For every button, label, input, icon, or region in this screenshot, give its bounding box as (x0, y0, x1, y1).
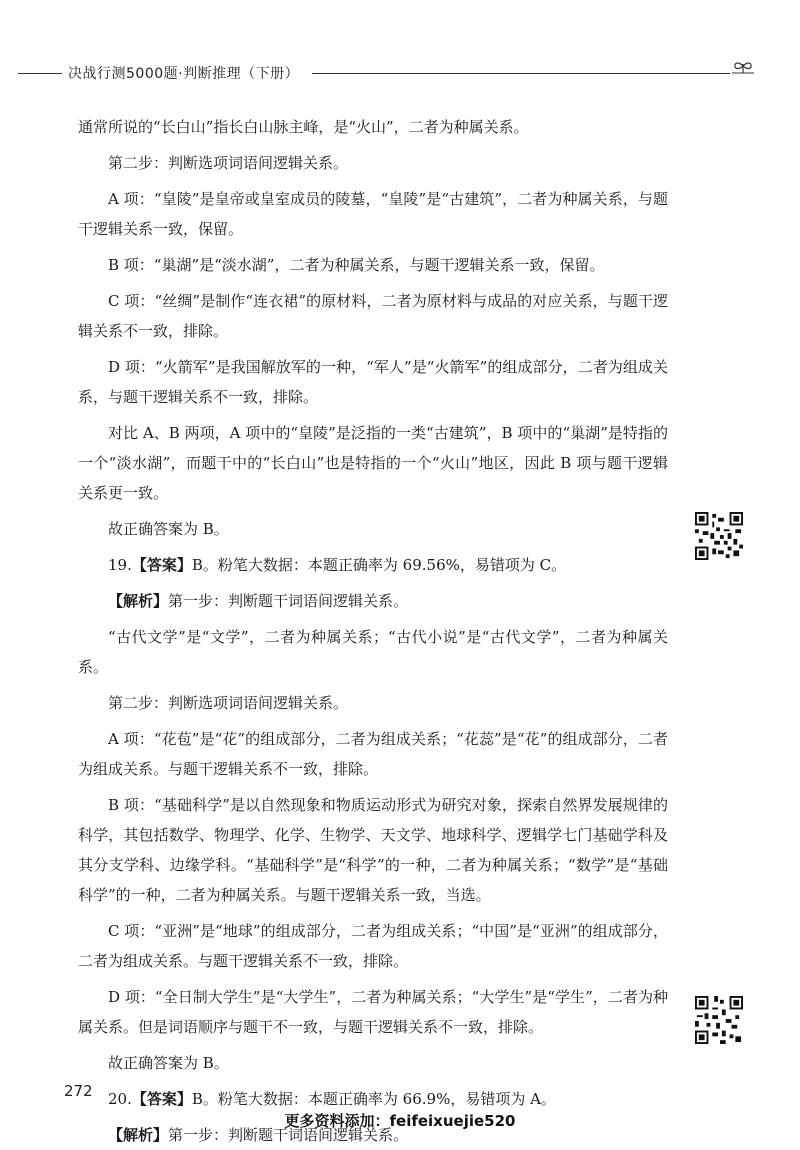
paragraph-option-a: A 项：“花苞”是“花”的组成部分，二者为组成关系；“花蕊”是“花”的组成部分，二者为组成关系。与题干逻辑关系不一致，排除。 (78, 730, 668, 778)
qr-code-icon[interactable] (695, 996, 743, 1044)
question-19-answer (78, 550, 668, 580)
paragraph-stem: “古代文学”是“文学”，二者为种属关系；“古代小说”是“古代文学”，二者为种属关系。 (78, 628, 668, 676)
paragraph-option-d: D 项：“火箭军”是我国解放军的一种，“军人”是“火箭军”的组成部分，二者为组成关系，与题干逻辑关系不一致，排除。 (78, 358, 668, 406)
answer-text: B。粉笔大数据：本题正确率为 66.9%，易错项为 A。 (191, 1090, 556, 1108)
paragraph-option-c: C 项：“亚洲”是“地球”的组成部分，二者为组成关系；“中国”是“亚洲”的组成部分，二者为组成关系。与题干逻辑关系不一致，排除。 (78, 922, 668, 970)
paragraph-option-c: C 项：“丝绸”是制作“连衣裙”的原材料，二者为原材料与成品的对应关系，与题干逻辑关系不一致，排除。 (78, 292, 668, 340)
sprout-icon (728, 58, 758, 88)
paragraph-continued: 通常所说的“长白山”指长白山脉主峰，是“火山”，二者为种属关系。 (78, 118, 529, 136)
book-title: 决战行测5000题·判断推理（下册） (68, 66, 300, 82)
answer-tag: 【答案】 (131, 556, 192, 574)
paragraph-step: 第二步：判断选项词语间逻辑关系。 (108, 154, 349, 172)
answer-tag: 【答案】 (131, 1090, 192, 1108)
paragraph-conclusion: 故正确答案为 B。 (108, 1054, 229, 1072)
analysis-text: 第一步：判断题干词语间逻辑关系。 (168, 1126, 409, 1144)
header-rule-right (312, 73, 730, 74)
question-19-analysis (78, 586, 668, 616)
header-rule-left (18, 73, 62, 74)
analysis-tag: 【解析】 (108, 1126, 169, 1144)
analysis-tag: 【解析】 (108, 592, 169, 610)
footer-note: 更多资料添加：feifeixuejie520 (284, 1112, 516, 1130)
paragraph-step: 第二步：判断选项词语间逻辑关系。 (108, 694, 349, 712)
paragraph-option-d: D 项：“全日制大学生”是“大学生”，二者为种属关系；“大学生”是“学生”，二者为种属关系。但是词语顺序与题干不一致，与题干逻辑关系不一致，排除。 (78, 988, 668, 1036)
analysis-text: 第一步：判断题干词语间逻辑关系。 (168, 592, 409, 610)
paragraph-conclusion: 故正确答案为 B。 (108, 520, 229, 538)
running-header (0, 58, 800, 88)
answer-text: B。粉笔大数据：本题正确率为 69.56%，易错项为 C。 (191, 556, 567, 574)
paragraph-compare: 对比 A、B 两项，A 项中的“皇陵”是泛指的一类“古建筑”，B 项中的“巢湖”是特指的一个“淡水湖”，而题干中的“长白山”也是特指的一个“火山”地区，因此 B 项与题干逻辑关系更一致。 (78, 424, 668, 502)
page-body (78, 112, 668, 1150)
paragraph-option-b: B 项：“基础科学”是以自然现象和物质运动形式为研究对象，探索自然界发展规律的科学，其包括数学、物理学、化学、生物学、天文学、地球科学、逻辑学七门基础学科及其分支学科、边缘学科。“基础科学”是“科学”的一种，二者为种属关系；“数学”是“基础科学”的一种，二者为种属关系。与题干逻辑关系一致，当选。 (78, 796, 668, 904)
page-number: 272 (64, 1082, 93, 1100)
paragraph-option-a: A 项：“皇陵”是皇帝或皇室成员的陵墓，“皇陵”是“古建筑”，二者为种属关系，与题干逻辑关系一致，保留。 (78, 190, 668, 238)
question-number: 20. (108, 1090, 132, 1108)
question-number: 19. (108, 556, 132, 574)
paragraph-option-b: B 项：“巢湖”是“淡水湖”，二者为种属关系，与题干逻辑关系一致，保留。 (108, 256, 605, 274)
qr-code-icon[interactable] (695, 512, 743, 560)
